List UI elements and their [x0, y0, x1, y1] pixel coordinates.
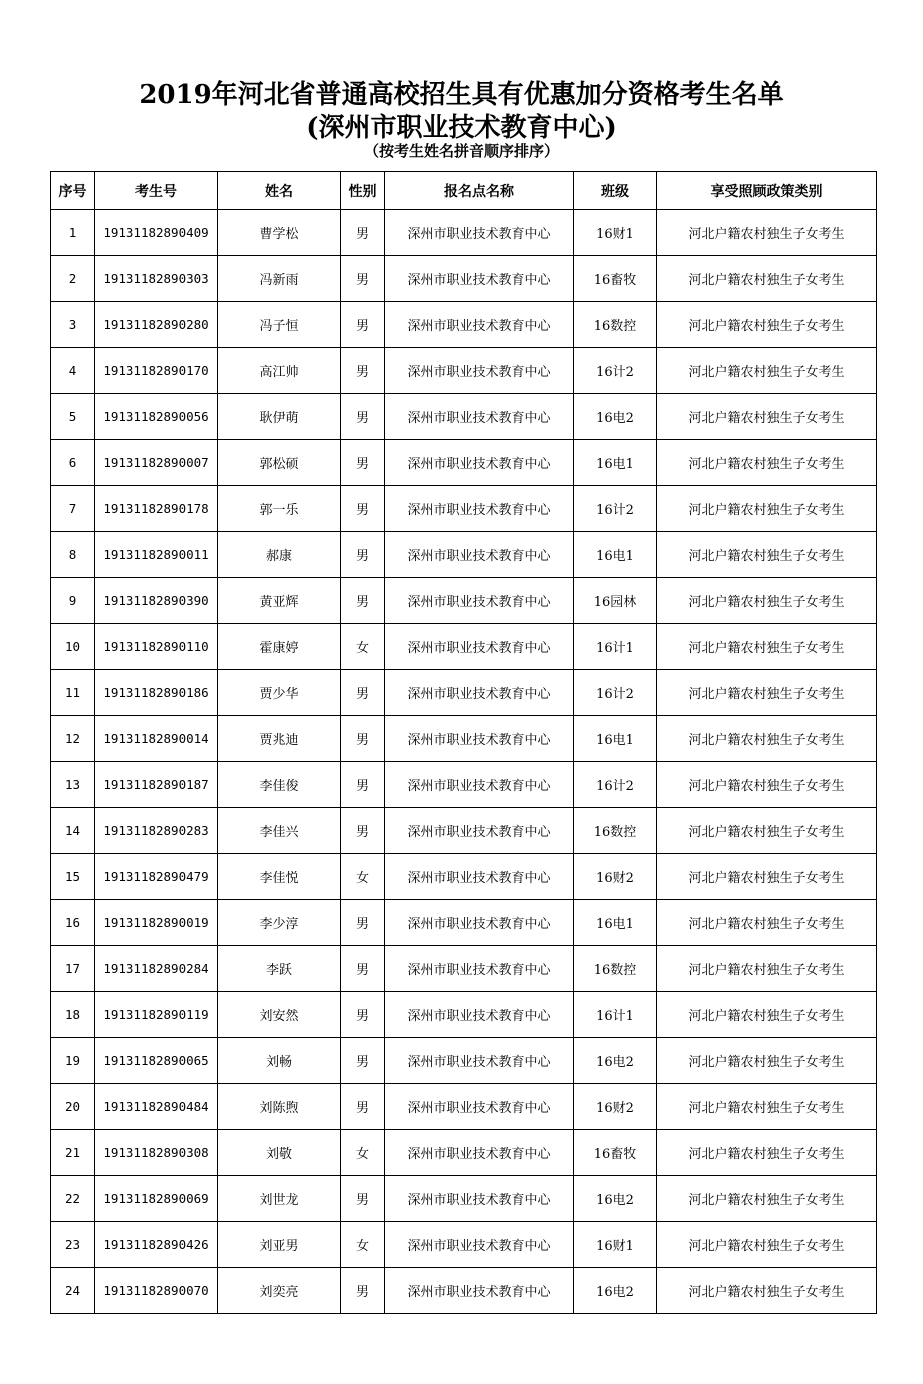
cell-exam-number: 19131182890390 [95, 578, 218, 624]
cell-index: 4 [51, 348, 95, 394]
cell-registration-site: 深州市职业技术教育中心 [385, 440, 574, 486]
cell-gender: 女 [341, 624, 385, 670]
cell-name: 刘安然 [218, 992, 341, 1038]
cell-exam-number: 19131182890283 [95, 808, 218, 854]
cell-name: 郭一乐 [218, 486, 341, 532]
header-registration-site: 报名点名称 [385, 172, 574, 210]
cell-exam-number: 19131182890479 [95, 854, 218, 900]
cell-registration-site: 深州市职业技术教育中心 [385, 578, 574, 624]
table-row [51, 1268, 877, 1314]
cell-name: 贾少华 [218, 670, 341, 716]
table-row [51, 946, 877, 992]
cell-gender: 男 [341, 762, 385, 808]
cell-gender: 男 [341, 348, 385, 394]
cell-exam-number: 19131182890484 [95, 1084, 218, 1130]
cell-policy-category: 河北户籍农村独生子女考生 [657, 854, 877, 900]
cell-name: 刘畅 [218, 1038, 341, 1084]
cell-name: 霍康婷 [218, 624, 341, 670]
table-row [51, 348, 877, 394]
table-row [51, 624, 877, 670]
cell-registration-site: 深州市职业技术教育中心 [385, 992, 574, 1038]
cell-gender: 男 [341, 670, 385, 716]
table-row [51, 716, 877, 762]
cell-class: 16园林 [574, 578, 657, 624]
table-row [51, 256, 877, 302]
cell-policy-category: 河北户籍农村独生子女考生 [657, 302, 877, 348]
cell-class: 16计2 [574, 670, 657, 716]
cell-registration-site: 深州市职业技术教育中心 [385, 532, 574, 578]
cell-class: 16电2 [574, 1176, 657, 1222]
table-header-row [51, 172, 877, 210]
sort-note: （按考生姓名拼音顺序排序） [363, 142, 559, 160]
cell-class: 16数控 [574, 302, 657, 348]
cell-name: 李跃 [218, 946, 341, 992]
cell-exam-number: 19131182890119 [95, 992, 218, 1038]
cell-registration-site: 深州市职业技术教育中心 [385, 946, 574, 992]
cell-name: 郭松硕 [218, 440, 341, 486]
header-class: 班级 [574, 172, 657, 210]
cell-class: 16电2 [574, 394, 657, 440]
cell-policy-category: 河北户籍农村独生子女考生 [657, 1038, 877, 1084]
cell-gender: 男 [341, 578, 385, 624]
cell-index: 5 [51, 394, 95, 440]
table-row [51, 1084, 877, 1130]
table-body [51, 210, 877, 1314]
cell-exam-number: 19131182890056 [95, 394, 218, 440]
cell-name: 郝康 [218, 532, 341, 578]
cell-policy-category: 河北户籍农村独生子女考生 [657, 348, 877, 394]
cell-policy-category: 河北户籍农村独生子女考生 [657, 210, 877, 256]
cell-class: 16财1 [574, 210, 657, 256]
cell-policy-category: 河北户籍农村独生子女考生 [657, 808, 877, 854]
cell-policy-category: 河北户籍农村独生子女考生 [657, 762, 877, 808]
cell-index: 17 [51, 946, 95, 992]
cell-gender: 男 [341, 1084, 385, 1130]
cell-exam-number: 19131182890069 [95, 1176, 218, 1222]
cell-exam-number: 19131182890110 [95, 624, 218, 670]
table-row [51, 992, 877, 1038]
cell-index: 24 [51, 1268, 95, 1314]
cell-name: 冯子恒 [218, 302, 341, 348]
cell-registration-site: 深州市职业技术教育中心 [385, 210, 574, 256]
cell-policy-category: 河北户籍农村独生子女考生 [657, 394, 877, 440]
cell-class: 16财1 [574, 1222, 657, 1268]
cell-exam-number: 19131182890014 [95, 716, 218, 762]
cell-class: 16电1 [574, 440, 657, 486]
cell-index: 19 [51, 1038, 95, 1084]
cell-index: 21 [51, 1130, 95, 1176]
school-subtitle: (深州市职业技术教育中心) [306, 113, 617, 143]
cell-registration-site: 深州市职业技术教育中心 [385, 1268, 574, 1314]
table-row [51, 808, 877, 854]
cell-exam-number: 19131182890187 [95, 762, 218, 808]
cell-index: 23 [51, 1222, 95, 1268]
cell-exam-number: 19131182890170 [95, 348, 218, 394]
cell-exam-number: 19131182890284 [95, 946, 218, 992]
cell-name: 刘奕亮 [218, 1268, 341, 1314]
cell-class: 16畜牧 [574, 256, 657, 302]
cell-policy-category: 河北户籍农村独生子女考生 [657, 1130, 877, 1176]
cell-exam-number: 19131182890409 [95, 210, 218, 256]
cell-class: 16电1 [574, 532, 657, 578]
cell-index: 6 [51, 440, 95, 486]
cell-policy-category: 河北户籍农村独生子女考生 [657, 486, 877, 532]
document-title: 2019年河北省普通高校招生具有优惠加分资格考生名单 [139, 80, 784, 110]
table-row [51, 1130, 877, 1176]
cell-gender: 男 [341, 808, 385, 854]
cell-gender: 男 [341, 394, 385, 440]
cell-index: 22 [51, 1176, 95, 1222]
cell-registration-site: 深州市职业技术教育中心 [385, 900, 574, 946]
cell-gender: 男 [341, 440, 385, 486]
cell-exam-number: 19131182890011 [95, 532, 218, 578]
cell-name: 李佳悦 [218, 854, 341, 900]
cell-exam-number: 19131182890308 [95, 1130, 218, 1176]
header-name: 姓名 [218, 172, 341, 210]
cell-policy-category: 河北户籍农村独生子女考生 [657, 624, 877, 670]
cell-class: 16计2 [574, 348, 657, 394]
cell-index: 7 [51, 486, 95, 532]
cell-exam-number: 19131182890178 [95, 486, 218, 532]
cell-name: 李少淳 [218, 900, 341, 946]
cell-index: 10 [51, 624, 95, 670]
cell-index: 12 [51, 716, 95, 762]
cell-class: 16财2 [574, 854, 657, 900]
cell-exam-number: 19131182890426 [95, 1222, 218, 1268]
cell-registration-site: 深州市职业技术教育中心 [385, 1038, 574, 1084]
cell-name: 耿伊萌 [218, 394, 341, 440]
cell-class: 16计2 [574, 486, 657, 532]
cell-policy-category: 河北户籍农村独生子女考生 [657, 1176, 877, 1222]
cell-gender: 男 [341, 302, 385, 348]
cell-policy-category: 河北户籍农村独生子女考生 [657, 1222, 877, 1268]
cell-gender: 男 [341, 532, 385, 578]
cell-index: 13 [51, 762, 95, 808]
cell-gender: 男 [341, 1176, 385, 1222]
cell-registration-site: 深州市职业技术教育中心 [385, 808, 574, 854]
table-row [51, 578, 877, 624]
cell-gender: 男 [341, 1038, 385, 1084]
cell-policy-category: 河北户籍农村独生子女考生 [657, 900, 877, 946]
cell-index: 2 [51, 256, 95, 302]
cell-index: 9 [51, 578, 95, 624]
table-row [51, 1038, 877, 1084]
cell-gender: 女 [341, 854, 385, 900]
table-row [51, 1176, 877, 1222]
cell-registration-site: 深州市职业技术教育中心 [385, 486, 574, 532]
header-exam-number: 考生号 [95, 172, 218, 210]
cell-class: 16电1 [574, 900, 657, 946]
cell-policy-category: 河北户籍农村独生子女考生 [657, 992, 877, 1038]
cell-gender: 男 [341, 992, 385, 1038]
cell-index: 8 [51, 532, 95, 578]
cell-gender: 男 [341, 210, 385, 256]
cell-registration-site: 深州市职业技术教育中心 [385, 394, 574, 440]
cell-class: 16数控 [574, 946, 657, 992]
cell-class: 16财2 [574, 1084, 657, 1130]
cell-index: 18 [51, 992, 95, 1038]
cell-registration-site: 深州市职业技术教育中心 [385, 762, 574, 808]
cell-exam-number: 19131182890065 [95, 1038, 218, 1084]
cell-registration-site: 深州市职业技术教育中心 [385, 1084, 574, 1130]
cell-policy-category: 河北户籍农村独生子女考生 [657, 532, 877, 578]
header-gender: 性别 [341, 172, 385, 210]
cell-registration-site: 深州市职业技术教育中心 [385, 670, 574, 716]
cell-exam-number: 19131182890280 [95, 302, 218, 348]
cell-exam-number: 19131182890019 [95, 900, 218, 946]
cell-class: 16电2 [574, 1038, 657, 1084]
cell-name: 曹学松 [218, 210, 341, 256]
cell-policy-category: 河北户籍农村独生子女考生 [657, 1268, 877, 1314]
cell-gender: 男 [341, 1268, 385, 1314]
cell-name: 李佳兴 [218, 808, 341, 854]
cell-registration-site: 深州市职业技术教育中心 [385, 348, 574, 394]
table-row [51, 440, 877, 486]
cell-policy-category: 河北户籍农村独生子女考生 [657, 578, 877, 624]
table-row [51, 532, 877, 578]
cell-policy-category: 河北户籍农村独生子女考生 [657, 716, 877, 762]
cell-class: 16畜牧 [574, 1130, 657, 1176]
table-row [51, 670, 877, 716]
cell-registration-site: 深州市职业技术教育中心 [385, 256, 574, 302]
table-row [51, 1222, 877, 1268]
cell-class: 16计1 [574, 992, 657, 1038]
cell-registration-site: 深州市职业技术教育中心 [385, 1222, 574, 1268]
cell-policy-category: 河北户籍农村独生子女考生 [657, 670, 877, 716]
table-row [51, 394, 877, 440]
table-row [51, 486, 877, 532]
cell-name: 黄亚辉 [218, 578, 341, 624]
cell-registration-site: 深州市职业技术教育中心 [385, 716, 574, 762]
cell-registration-site: 深州市职业技术教育中心 [385, 854, 574, 900]
cell-name: 贾兆迪 [218, 716, 341, 762]
cell-registration-site: 深州市职业技术教育中心 [385, 1176, 574, 1222]
cell-index: 14 [51, 808, 95, 854]
cell-gender: 女 [341, 1222, 385, 1268]
table-row [51, 854, 877, 900]
cell-class: 16计1 [574, 624, 657, 670]
header-policy-category: 享受照顾政策类别 [657, 172, 877, 210]
cell-name: 冯新雨 [218, 256, 341, 302]
table-row [51, 762, 877, 808]
cell-registration-site: 深州市职业技术教育中心 [385, 302, 574, 348]
cell-name: 李佳俊 [218, 762, 341, 808]
cell-exam-number: 19131182890007 [95, 440, 218, 486]
cell-name: 高江帅 [218, 348, 341, 394]
cell-index: 3 [51, 302, 95, 348]
cell-exam-number: 19131182890070 [95, 1268, 218, 1314]
cell-class: 16计2 [574, 762, 657, 808]
table-row [51, 302, 877, 348]
cell-exam-number: 19131182890186 [95, 670, 218, 716]
cell-policy-category: 河北户籍农村独生子女考生 [657, 946, 877, 992]
cell-name: 刘陈煦 [218, 1084, 341, 1130]
cell-name: 刘敬 [218, 1130, 341, 1176]
cell-policy-category: 河北户籍农村独生子女考生 [657, 1084, 877, 1130]
cell-registration-site: 深州市职业技术教育中心 [385, 1130, 574, 1176]
cell-policy-category: 河北户籍农村独生子女考生 [657, 256, 877, 302]
cell-gender: 男 [341, 946, 385, 992]
cell-exam-number: 19131182890303 [95, 256, 218, 302]
cell-index: 11 [51, 670, 95, 716]
cell-gender: 男 [341, 486, 385, 532]
cell-class: 16电1 [574, 716, 657, 762]
cell-class: 16电2 [574, 1268, 657, 1314]
cell-gender: 男 [341, 716, 385, 762]
cell-name: 刘世龙 [218, 1176, 341, 1222]
cell-gender: 女 [341, 1130, 385, 1176]
table-row [51, 900, 877, 946]
table-row [51, 210, 877, 256]
cell-gender: 男 [341, 900, 385, 946]
cell-index: 15 [51, 854, 95, 900]
cell-policy-category: 河北户籍农村独生子女考生 [657, 440, 877, 486]
cell-index: 16 [51, 900, 95, 946]
cell-name: 刘亚男 [218, 1222, 341, 1268]
cell-index: 20 [51, 1084, 95, 1130]
cell-gender: 男 [341, 256, 385, 302]
cell-index: 1 [51, 210, 95, 256]
cell-registration-site: 深州市职业技术教育中心 [385, 624, 574, 670]
cell-class: 16数控 [574, 808, 657, 854]
header-index: 序号 [51, 172, 95, 210]
candidate-table [50, 171, 877, 1314]
